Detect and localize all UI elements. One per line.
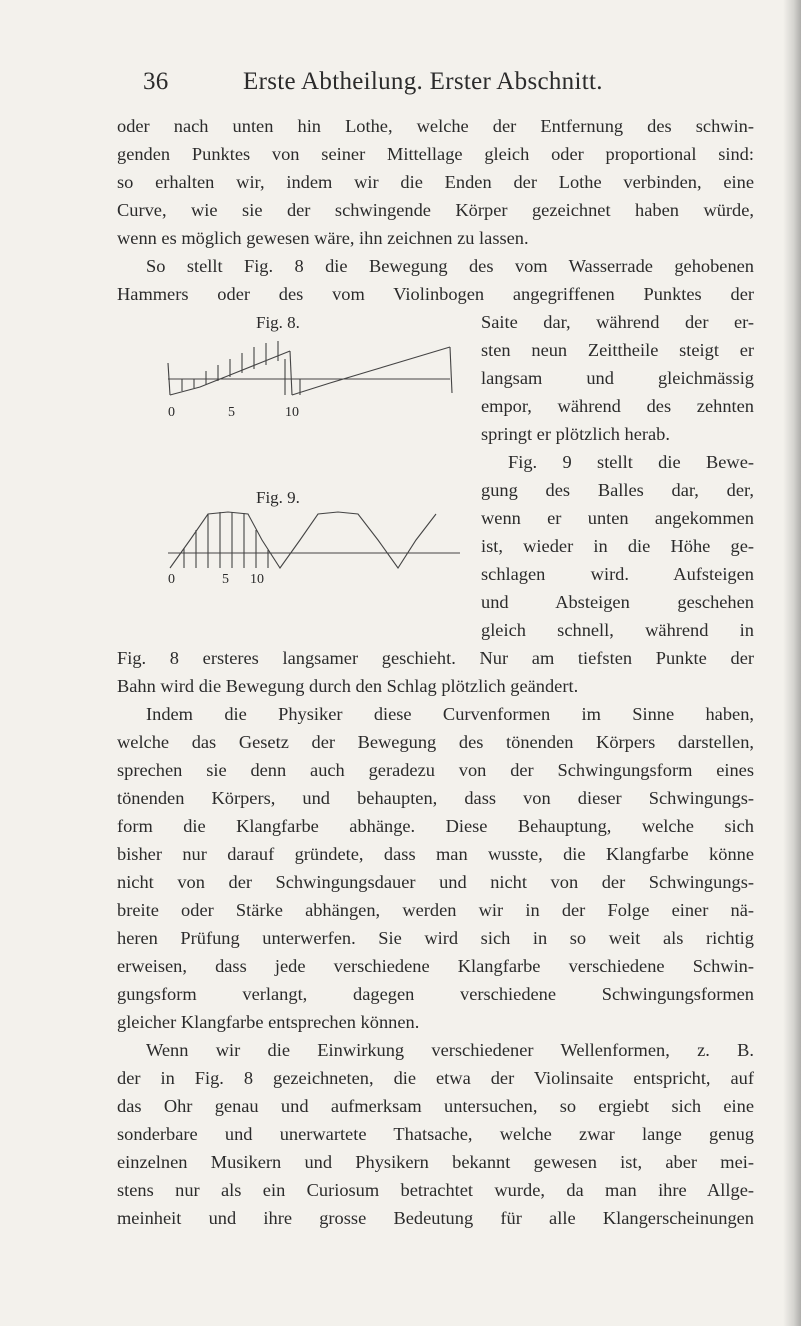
body-line: form die Klangfarbe abhänge. Diese Behauptung, welche sich <box>117 816 754 836</box>
fig9-diagram <box>150 508 470 578</box>
body-line: stens nur als ein Curiosum betrachtet wurde, da man ihre Allge- <box>117 1180 754 1200</box>
body-line: Fig. 8 ersteres langsamer geschieht. Nur am tiefsten Punkte der <box>117 648 754 668</box>
fig8-tick-0: 0 <box>168 405 175 420</box>
fig9-tick-5: 5 <box>222 572 229 587</box>
page-edge-shadow <box>783 0 801 1326</box>
fig9-tick-0: 0 <box>168 572 175 587</box>
body-line: Indem die Physiker diese Curvenformen im Sinne haben, <box>146 704 754 724</box>
side-line: springt er plötzlich herab. <box>481 424 670 444</box>
body-line: oder nach unten hin Lothe, welche der Entfernung des schwin- <box>117 116 754 136</box>
side-line: Fig. 9 stellt die Bewe- <box>508 452 754 472</box>
body-line: Hammers oder des vom Violinbogen angegriffenen Punktes der <box>117 284 754 304</box>
fig8-label: Fig. 8. <box>256 313 300 332</box>
body-line: der in Fig. 8 gezeichneten, die etwa der Violinsaite entspricht, auf <box>117 1068 754 1088</box>
fig8-diagram <box>150 335 470 415</box>
body-line: gleicher Klangfarbe entsprechen können. <box>117 1012 420 1032</box>
body-line: welche das Gesetz der Bewegung des tönenden Körpers darstellen, <box>117 732 754 752</box>
fig9-label: Fig. 9. <box>256 488 300 507</box>
body-line: sprechen sie denn auch geradezu von der Schwingungsform eines <box>117 760 754 780</box>
page-header <box>143 68 743 102</box>
body-line: nicht von der Schwingungsdauer und nicht von der Schwingungs- <box>117 872 754 892</box>
body-line: bisher nur darauf gründete, dass man wusste, die Klangfarbe könne <box>117 844 754 864</box>
side-line: schlagen wird. Aufsteigen <box>481 564 754 584</box>
side-line: wenn er unten angekommen <box>481 508 754 528</box>
side-line: gung des Balles dar, der, <box>481 480 754 500</box>
fig8-tick-10: 10 <box>285 405 299 420</box>
fig8-tick-5: 5 <box>228 405 235 420</box>
running-title: Erste Abtheilung. Erster Abschnitt. <box>243 68 603 95</box>
body-line: so erhalten wir, indem wir die Enden der Lothe verbinden, eine <box>117 172 754 192</box>
body-line: meinheit und ihre grosse Bedeutung für alle Klangerscheinungen <box>117 1208 754 1228</box>
body-line: sonderbare und unerwartete Thatsache, welche zwar lange genug <box>117 1124 754 1144</box>
body-line: gungsform verlangt, dagegen verschiedene Schwingungsformen <box>117 984 754 1004</box>
body-line: Curve, wie sie der schwingende Körper gezeichnet haben würde, <box>117 200 754 220</box>
body-line: heren Prüfung unterwerfen. Sie wird sich in so weit als richtig <box>117 928 754 948</box>
side-line: und Absteigen geschehen <box>481 592 754 612</box>
side-line: langsam und gleichmässig <box>481 368 754 388</box>
body-line: einzelnen Musikern und Physikern bekannt gewesen ist, aber mei- <box>117 1152 754 1172</box>
fig9-tick-10: 10 <box>250 572 264 587</box>
side-line: ist, wieder in die Höhe ge- <box>481 536 754 556</box>
side-line: gleich schnell, während in <box>481 620 754 640</box>
body-line: Wenn wir die Einwirkung verschiedener Wellenformen, z. B. <box>146 1040 754 1060</box>
body-line: breite oder Stärke abhängen, werden wir in der Folge einer nä- <box>117 900 754 920</box>
body-line: genden Punktes von seiner Mittellage gleich oder proportional sind: <box>117 144 754 164</box>
body-line: tönenden Körpers, und behaupten, dass von dieser Schwingungs- <box>117 788 754 808</box>
body-line: Bahn wird die Bewegung durch den Schlag plötzlich geändert. <box>117 676 579 696</box>
body-line: wenn es möglich gewesen wäre, ihn zeichnen zu lassen. <box>117 228 529 248</box>
page-number: 36 <box>143 68 169 95</box>
body-line: das Ohr genau und aufmerksam untersuchen, so ergiebt sich eine <box>117 1096 754 1116</box>
side-line: empor, während des zehnten <box>481 396 754 416</box>
body-line: erweisen, dass jede verschiedene Klangfarbe verschiedene Schwin- <box>117 956 754 976</box>
body-line: So stellt Fig. 8 die Bewegung des vom Wasserrade gehobenen <box>146 256 754 276</box>
side-line: sten neun Zeittheile steigt er <box>481 340 754 360</box>
side-line: Saite dar, während der er- <box>481 312 754 332</box>
